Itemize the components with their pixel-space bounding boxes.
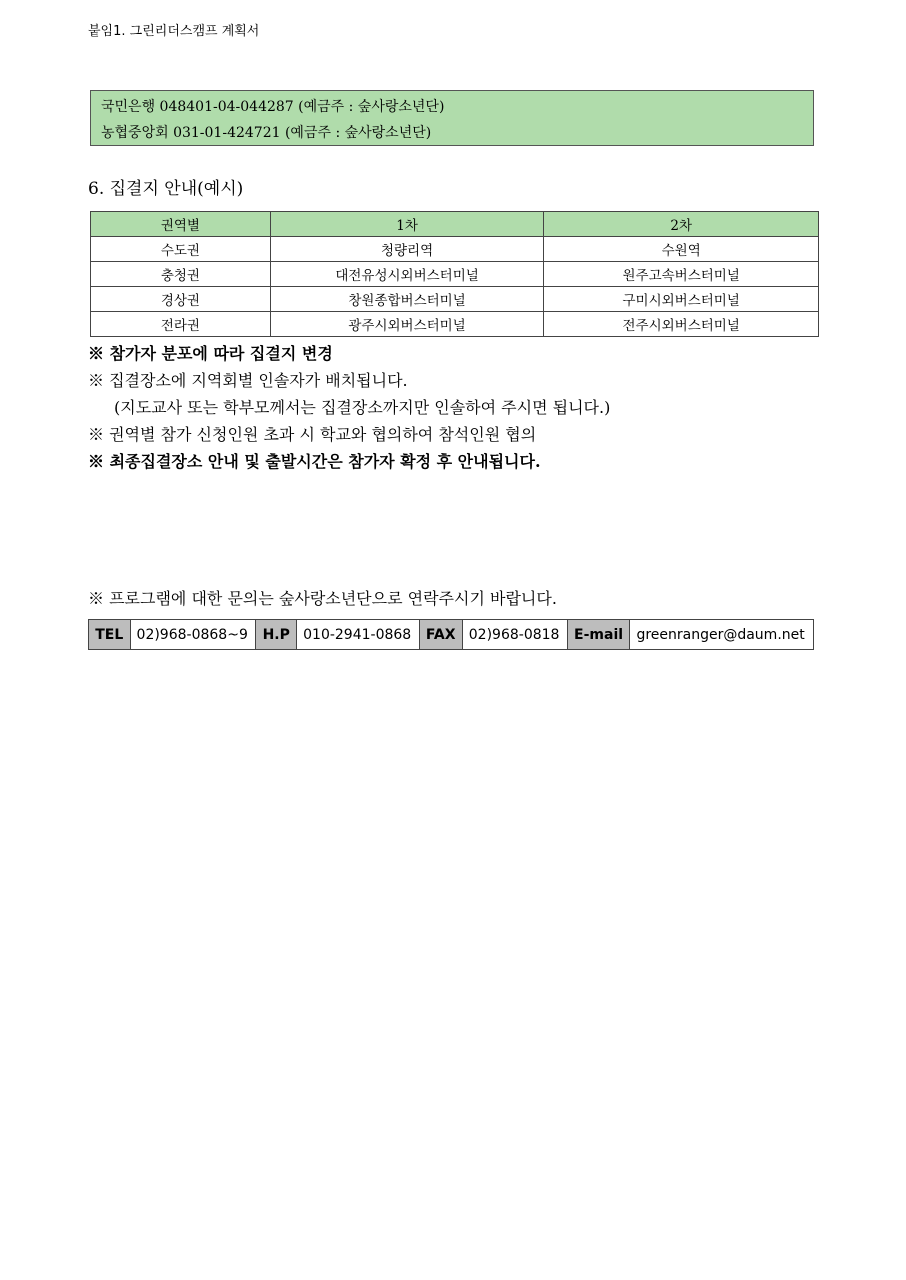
cell-second: 전주시외버스터미널 [544, 312, 819, 337]
cell-region: 경상권 [91, 287, 271, 312]
cell-first: 광주시외버스터미널 [270, 312, 544, 337]
cell-region: 전라권 [91, 312, 271, 337]
bank-account-box [90, 90, 814, 146]
header-second: 2차 [544, 212, 819, 237]
table-row [91, 312, 819, 337]
header-region: 권역별 [91, 212, 271, 237]
note-item: ※ 최종집결장소 안내 및 출발시간은 참가자 확정 후 안내됩니다. [88, 452, 541, 471]
email-value: greenranger@daum.net [630, 620, 814, 650]
cell-first: 청량리역 [270, 237, 544, 262]
note-item: ※ 권역별 참가 신청인원 초과 시 학교와 협의하여 참석인원 협의 [88, 425, 537, 444]
hp-value: 010-2941-0868 [297, 620, 420, 650]
cell-second: 원주고속버스터미널 [544, 262, 819, 287]
cell-second: 구미시외버스터미널 [544, 287, 819, 312]
header-first: 1차 [270, 212, 544, 237]
email-label: E-mail [567, 620, 630, 650]
fax-value: 02)968-0818 [462, 620, 567, 650]
tel-label: TEL [89, 620, 131, 650]
cell-region: 충청권 [91, 262, 271, 287]
cell-first: 창원종합버스터미널 [270, 287, 544, 312]
cell-first: 대전유성시외버스터미널 [270, 262, 544, 287]
table-row [91, 262, 819, 287]
table-row [91, 287, 819, 312]
section-title: 6. 집결지 안내(예시) [88, 179, 244, 199]
cell-region: 수도권 [91, 237, 271, 262]
contact-note: ※ 프로그램에 대한 문의는 숲사랑소년단으로 연락주시기 바랍니다. [88, 589, 557, 608]
fax-label: FAX [419, 620, 462, 650]
hp-label: H.P [256, 620, 297, 650]
note-item: ※ 집결장소에 지역회별 인솔자가 배치됩니다. [88, 371, 408, 390]
cell-second: 수원역 [544, 237, 819, 262]
page-header-note: 붙임1. 그린리더스캠프 계획서 [88, 24, 260, 39]
table-header-row [91, 212, 819, 237]
note-item: ※ 참가자 분포에 따라 집결지 변경 [88, 344, 333, 363]
tel-value: 02)968-0868~9 [130, 620, 256, 650]
notes-list [88, 340, 610, 475]
contact-table [88, 619, 814, 650]
table-row [91, 237, 819, 262]
meeting-points-table [90, 211, 819, 337]
bank-account-line-2: 농협중앙회 031-01-424721 (예금주 : 숲사랑소년단) [101, 125, 432, 141]
bank-account-line-1: 국민은행 048401-04-044287 (예금주 : 숲사랑소년단) [101, 99, 445, 115]
note-item: (지도교사 또는 학부모께서는 집결장소까지만 인솔하여 주시면 됩니다.) [114, 398, 611, 417]
